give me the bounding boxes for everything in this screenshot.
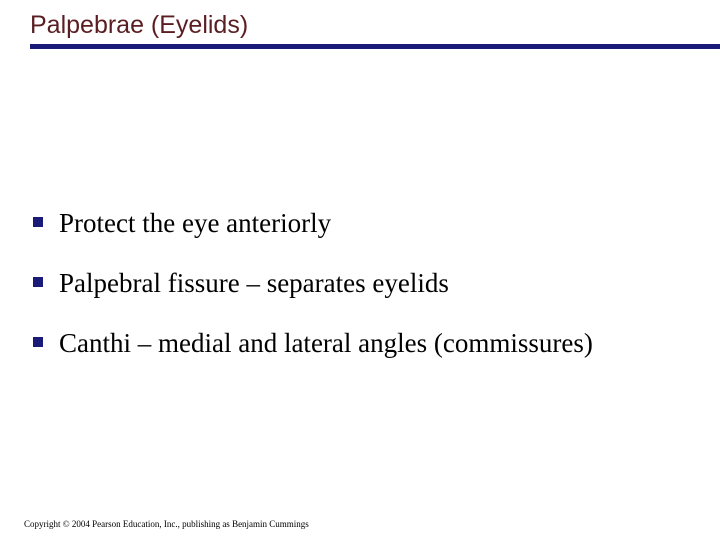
slide-title: Palpebrae (Eyelids) bbox=[30, 11, 249, 39]
bullet-text: Palpebral fissure – separates eyelids bbox=[59, 268, 449, 298]
bullet-text: Canthi – medial and lateral angles (commissures) bbox=[59, 328, 593, 358]
bullet-list bbox=[33, 210, 593, 390]
bullet-text: Protect the eye anteriorly bbox=[59, 208, 332, 238]
copyright-notice: Copyright © 2004 Pearson Education, Inc., publishing as Benjamin Cummings bbox=[24, 519, 309, 529]
bullet-item bbox=[33, 330, 593, 390]
bullet-item bbox=[33, 270, 593, 330]
square-bullet-icon bbox=[33, 337, 43, 347]
square-bullet-icon bbox=[33, 217, 43, 227]
bullet-item bbox=[33, 210, 593, 270]
square-bullet-icon bbox=[33, 277, 43, 287]
title-underline bbox=[30, 44, 720, 49]
